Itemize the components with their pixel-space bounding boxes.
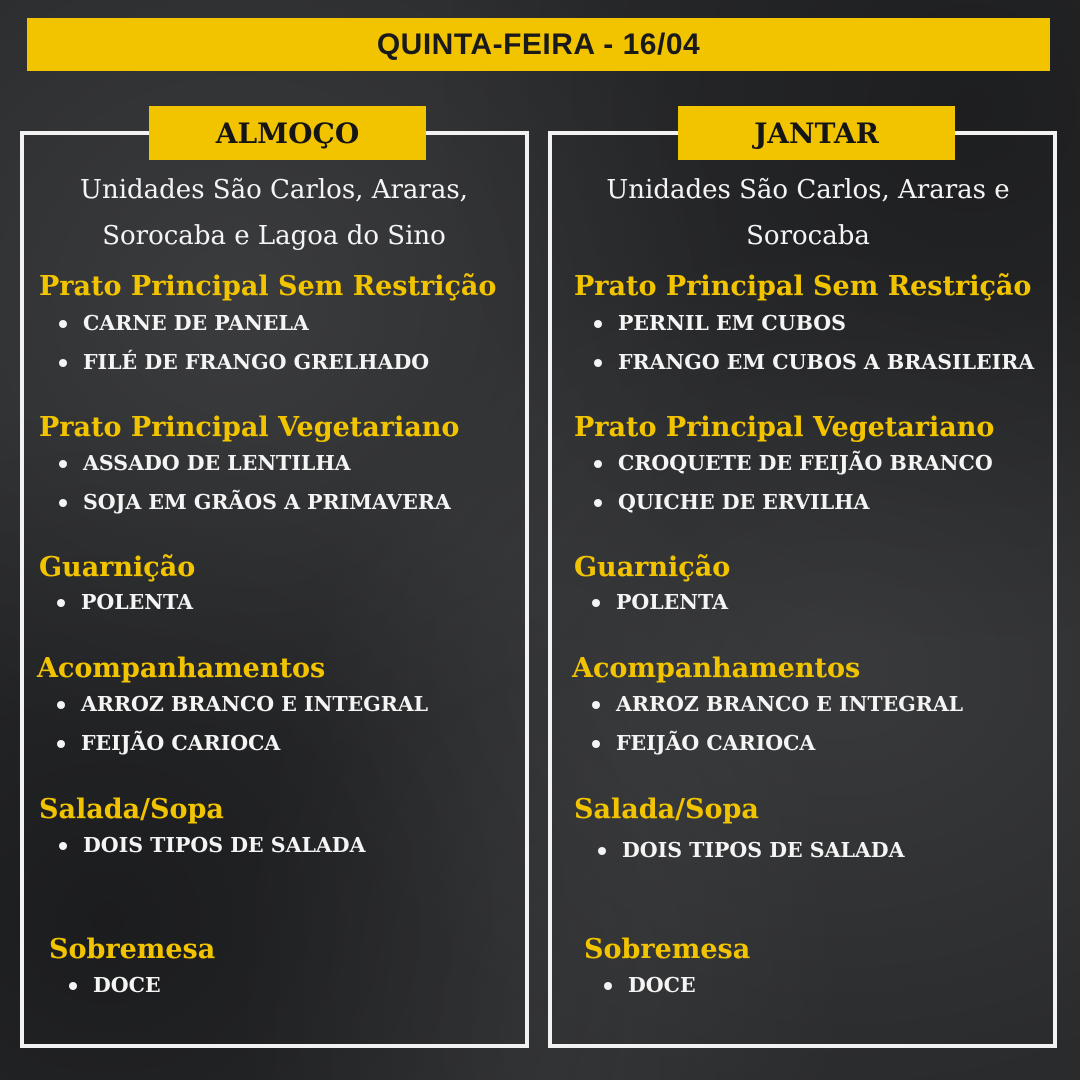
dinner-heading-main: Prato Principal Sem Restrição xyxy=(574,271,1032,302)
dinner-header xyxy=(678,106,955,160)
lunch-list-dessert xyxy=(67,966,161,1005)
dinner-heading-garnish: Guarnição xyxy=(574,552,731,583)
dinner-heading-vegetarian: Prato Principal Vegetariano xyxy=(574,412,995,443)
list-item: FEIJÃO CARIOCA xyxy=(590,724,963,763)
lunch-heading-garnish: Guarnição xyxy=(39,552,196,583)
lunch-heading-sides: Acompanhamentos xyxy=(37,653,326,684)
lunch-list-sides xyxy=(55,685,428,763)
list-item: CROQUETE DE FEIJÃO BRANCO xyxy=(592,444,993,483)
dinner-units-line-1: Unidades São Carlos, Araras e xyxy=(606,175,1010,205)
dinner-list-garnish xyxy=(590,583,728,622)
lunch-heading-vegetarian: Prato Principal Vegetariano xyxy=(39,412,460,443)
lunch-units-line-1: Unidades São Carlos, Araras, xyxy=(80,175,468,205)
dinner-list-sides xyxy=(590,685,963,763)
list-item: POLENTA xyxy=(590,583,728,622)
dinner-list-vegetarian xyxy=(592,444,993,522)
lunch-header xyxy=(149,106,426,160)
list-item: CARNE DE PANELA xyxy=(57,304,429,343)
lunch-list-vegetarian xyxy=(57,444,451,522)
lunch-heading-main: Prato Principal Sem Restrição xyxy=(39,271,497,302)
list-item: DOCE xyxy=(67,966,161,1005)
list-item: QUICHE DE ERVILHA xyxy=(592,483,993,522)
list-item: ASSADO DE LENTILHA xyxy=(57,444,451,483)
lunch-list-salad xyxy=(57,826,365,865)
lunch-heading-salad: Salada/Sopa xyxy=(39,794,224,825)
list-item: ARROZ BRANCO E INTEGRAL xyxy=(55,685,428,724)
list-item: DOIS TIPOS DE SALADA xyxy=(596,831,904,870)
lunch-heading-dessert: Sobremesa xyxy=(49,934,216,965)
list-item: DOIS TIPOS DE SALADA xyxy=(57,826,365,865)
dinner-heading-dessert: Sobremesa xyxy=(584,934,751,965)
lunch-list-main xyxy=(57,304,429,382)
list-item: FRANGO EM CUBOS A BRASILEIRA xyxy=(592,343,1034,382)
list-item: POLENTA xyxy=(55,583,193,622)
list-item: DOCE xyxy=(602,966,696,1005)
dinner-heading-sides: Acompanhamentos xyxy=(572,653,861,684)
list-item: PERNIL EM CUBOS xyxy=(592,304,1034,343)
dinner-list-salad xyxy=(596,831,904,870)
dinner-units-line-2: Sorocaba xyxy=(746,221,870,251)
lunch-units xyxy=(29,167,519,259)
dinner-heading-salad: Salada/Sopa xyxy=(574,794,759,825)
day-title: QUINTA-FEIRA - 16/04 xyxy=(376,27,701,61)
lunch-list-garnish xyxy=(55,583,193,622)
day-title-banner xyxy=(27,18,1050,71)
list-item: ARROZ BRANCO E INTEGRAL xyxy=(590,685,963,724)
list-item: FILÉ DE FRANGO GRELHADO xyxy=(57,343,429,382)
dinner-list-dessert xyxy=(602,966,696,1005)
list-item: FEIJÃO CARIOCA xyxy=(55,724,428,763)
lunch-units-line-2: Sorocaba e Lagoa do Sino xyxy=(102,221,446,251)
dinner-header-label: JANTAR xyxy=(754,116,879,150)
list-item: SOJA EM GRÃOS A PRIMAVERA xyxy=(57,483,451,522)
dinner-units xyxy=(563,167,1053,259)
dinner-list-main xyxy=(592,304,1034,382)
lunch-header-label: ALMOÇO xyxy=(215,116,360,150)
